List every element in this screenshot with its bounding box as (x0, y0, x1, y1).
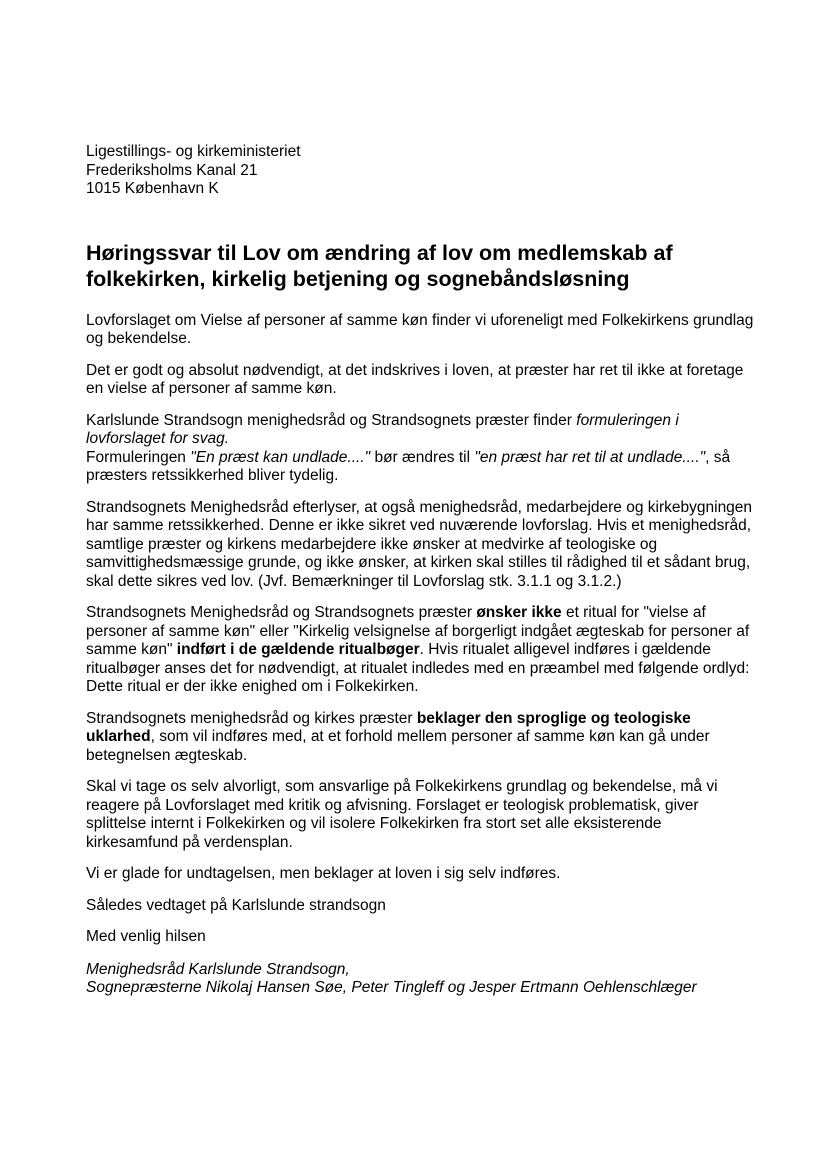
p3-italic-b: formuleringen i lovforslaget for svag. (86, 411, 679, 447)
paragraph-3 (86, 412, 756, 486)
signature-line-2: Sognepræsterne Nikolaj Hansen Søe, Peter Tingleff og Jesper Ertmann Oehlenschlæger (86, 979, 697, 996)
signature-line-1: Menighedsråd Karlslunde Strandsogn, (86, 960, 350, 978)
document-page (86, 143, 756, 998)
paragraph-6 (86, 710, 756, 766)
p3-text-a: Karlslunde Strandsogn menighedsråd og Strandsognets præster finder (86, 411, 577, 429)
document-title (86, 240, 756, 292)
p5-text-a: Strandsognets Menighedsråd og Strandsognets præster (86, 604, 477, 621)
paragraph-2: Det er godt og absolut nødvendigt, at det indskrives i loven, at præster har ret til ikke at foretage en vielse af personer af samme køn. (86, 361, 744, 397)
p3-text-e: bør ændres til (370, 448, 475, 466)
p3-italic-f: "en præst har ret til at undlade...." (474, 448, 706, 466)
p5-bold-b: ønsker ikke (476, 604, 562, 621)
address-line-3: 1015 København K (86, 180, 219, 197)
p5-text-c: et ritual for "vielse af personer af samme køn" eller "Kirkelig velsignelse af borgerligt indgået ægteskab for personer af samme køn" (86, 604, 750, 658)
p3-text-c: Formuleringen (86, 448, 191, 466)
recipient-address (86, 143, 756, 199)
p6-bold-b: beklager den sproglige og teologiske uklarhed (86, 709, 691, 745)
paragraph-9: Således vedtaget på Karlslunde strandsogn (86, 896, 386, 914)
signature-block (86, 961, 756, 998)
p5-bold-d: indført i de gældende ritualbøger (176, 641, 420, 658)
p3-text-g: , så præsters retssikkerhed bliver tydelig. (86, 448, 731, 484)
address-line-2: Frederiksholms Kanal 21 (86, 161, 258, 179)
title-line-1: Høringssvar til Lov om ændring af lov om medlemskab af (86, 240, 673, 265)
closing-greeting: Med venlig hilsen (86, 928, 206, 945)
p5-text-e: . Hvis ritualet alligevel indføres i gældende ritualbøger anses det for nødvendigt, at ritualet indledes med en præambel med følgende ordlyd: Dette ritual er der ikke enighed om i Folkekirken. (86, 641, 750, 695)
title-line-2: folkekirken, kirkelig betjening og sognebåndsløsning (86, 266, 630, 291)
paragraph-5 (86, 604, 756, 697)
paragraph-1: Lovforslaget om Vielse af personer af samme køn finder vi uforeneligt med Folkekirkens grundlag og bekendelse. (86, 311, 754, 347)
paragraph-4: Strandsognets Menighedsråd efterlyser, at også menighedsråd, medarbejdere og kirkebygningen har samme retssikkerhed. Denne er ikke sikret ved nuværende lovforslag. Hvis et menighedsråd, samtlige præster og kirkens medarbejdere ikke ønsker at medvirke af teologiske og samvittighedsmæssige grunde, og ikke ønsker, at kirken skal stilles til rådighed til et sådant brug, skal dette sikres ved lov. (Jvf. Bemærkninger til Lovforslag stk. 3.1.1 og 3.1.2.) (86, 498, 753, 590)
address-line-1: Ligestillings- og kirkeministeriet (86, 143, 301, 160)
p3-italic-d: "En præst kan undlade...." (190, 448, 371, 466)
paragraph-7: Skal vi tage os selv alvorligt, som ansvarlige på Folkekirkens grundlag og bekendelse, må vi reagere på Lovforslaget med kritik og afvisning. Forslaget er teologisk problematisk, giver splittelse internt i Folkekirken og vil isolere Folkekirken fra stort set alle eksisterende kirkesamfund på verdensplan. (86, 778, 718, 851)
p6-text-c: , som vil indføres med, at et forhold mellem personer af samme køn kan gå under betegnelsen ægteskab. (86, 728, 710, 764)
p6-text-a: Strandsognets menighedsråd og kirkes præster (86, 709, 417, 727)
paragraph-8: Vi er glade for undtagelsen, men beklager at loven i sig selv indføres. (86, 865, 561, 882)
